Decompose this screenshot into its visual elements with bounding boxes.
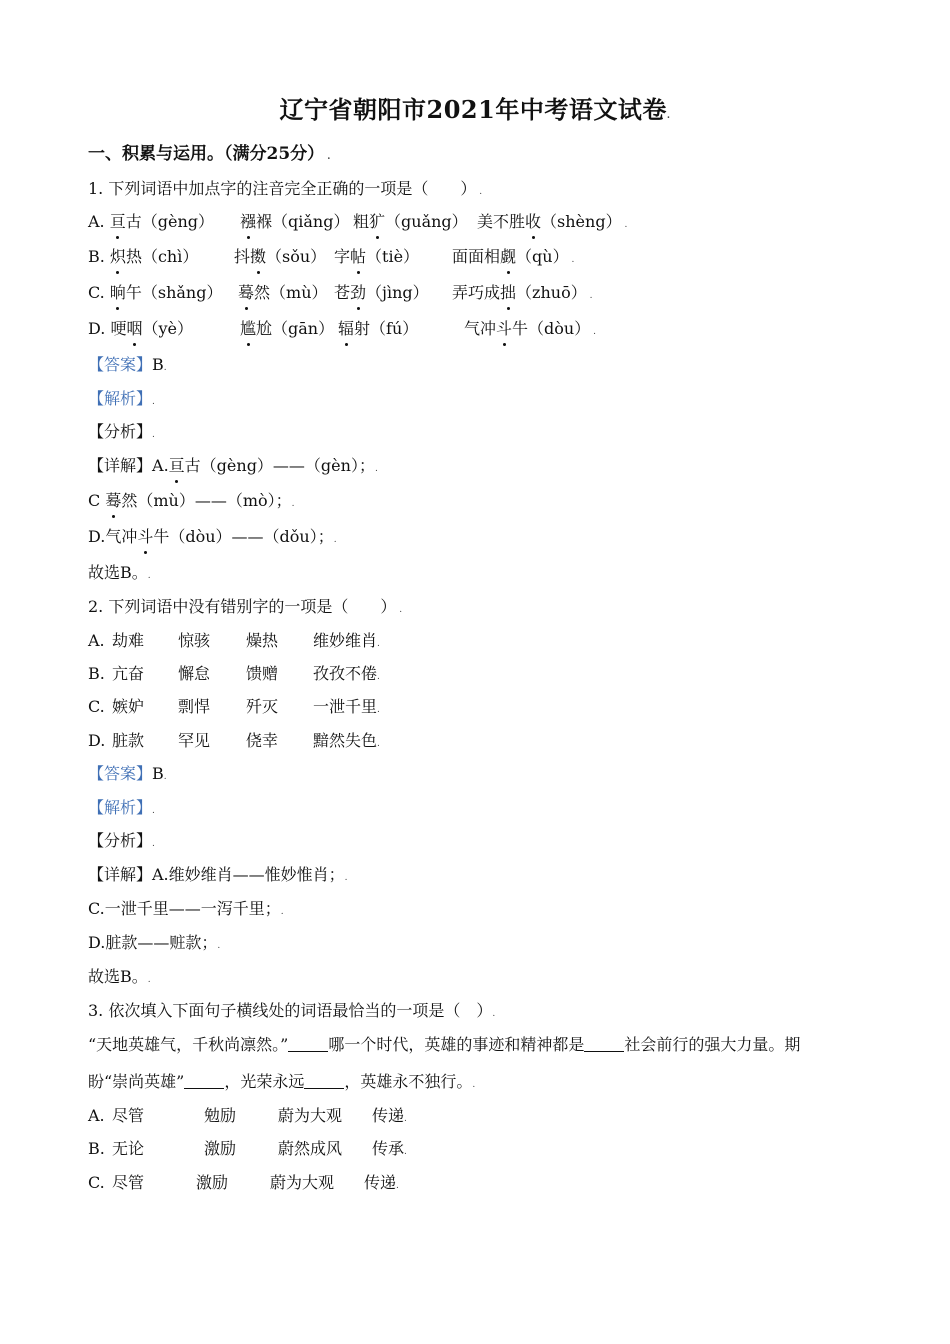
q1-detail-3: D.气冲斗牛（dòu）——（dǒu）；.: [88, 527, 337, 546]
q3-passage-line-1: “天地英雄气，千秋尚凛然。” 哪一个时代，英雄的事迹和精神都是 社会前行的强大力量。期: [88, 1035, 801, 1054]
q2-stem: 2. 下列词语中没有错别字的一项是（ ） .: [88, 597, 403, 616]
q3-stem: 3. 依次填入下面句子横线处的词语最恰当的一项是（ ）.: [88, 1001, 496, 1020]
q1-fenxi-label: 【分析】.: [88, 422, 155, 441]
q2-detail-2: C.一泄千里——一泻千里；.: [88, 899, 284, 918]
q3-option-a: A. 尽管 勉励 蔚为大观 传递.: [88, 1106, 407, 1125]
section-heading: 一、积累与运用。（满分25分） .: [88, 144, 331, 164]
fill-blank-3: [184, 1072, 224, 1089]
q2-fenxi-label: 【分析】.: [88, 831, 155, 850]
q3-passage-line-2: 盼“崇尚英雄” ，光荣永远 ，英雄永不独行。.: [88, 1072, 476, 1091]
q3-option-c: C. 尽管 激励 蔚为大观 传递.: [88, 1173, 399, 1192]
q1-detail-1: 【详解】A.亘古（gèng）——（gèn）；.: [88, 456, 378, 475]
q1-option-a: A. 亘古（gèng） 襁褓（qiǎng） 粗犷（guǎng） 美不胜收（shèng） .: [88, 212, 628, 231]
q2-option-a: A. 劫难 惊骇 燥热 维妙维肖.: [88, 631, 380, 650]
fill-blank-4: [304, 1072, 344, 1089]
q1-stem: 1. 下列词语中加点字的注音完全正确的一项是（ ） .: [88, 179, 483, 198]
q1-option-d: D. 哽咽（yè） 尴尬（gān） 辐射（fú） 气冲斗牛（dòu） .: [88, 319, 596, 338]
fill-blank-2: [584, 1035, 624, 1052]
q1-detail-2: C 蓦然（mù）——（mò）；.: [88, 491, 295, 510]
q1-conclusion: 故选B。.: [88, 563, 151, 582]
q2-option-d: D. 脏款 罕见 侥幸 黯然失色.: [88, 731, 380, 750]
q1-analysis-label: 【解析】.: [88, 389, 155, 408]
q1-option-c: C. 晌午（shǎng） 蓦然（mù） 苍劲（jìng） 弄巧成拙（zhuō） .: [88, 283, 593, 302]
q2-answer: 【答案】B.: [88, 764, 167, 783]
q2-option-c: C. 嫉妒 剽悍 歼灭 一泄千里.: [88, 697, 380, 716]
q3-option-b: B. 无论 激励 蔚然成风 传承.: [88, 1139, 407, 1158]
q1-option-b: B. 炽热（chì） 抖擞（sǒu） 字帖（tiè） 面面相觑（qù） .: [88, 247, 575, 266]
q2-analysis-label: 【解析】.: [88, 798, 155, 817]
q2-conclusion: 故选B。.: [88, 967, 151, 986]
q1-answer: 【答案】B.: [88, 355, 167, 374]
page-title: 辽宁省朝阳市2021年中考语文试卷.: [279, 95, 671, 124]
q2-detail-3: D.脏款——赃款；.: [88, 933, 221, 952]
q2-detail-1: 【详解】A.维妙维肖——惟妙惟肖；.: [88, 865, 348, 884]
fill-blank-1: [288, 1035, 328, 1052]
q2-option-b: B. 亢奋 懈怠 馈赠 孜孜不倦.: [88, 664, 380, 683]
